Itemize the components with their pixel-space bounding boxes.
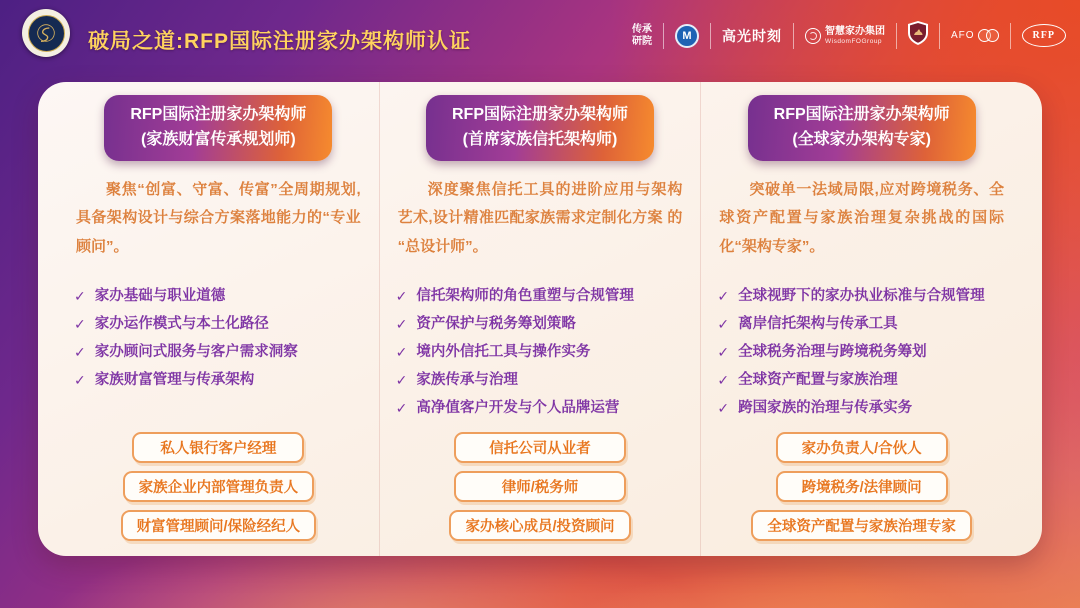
list-item (396, 282, 685, 310)
check-icon: ✓ (717, 288, 730, 305)
certification-badge (426, 95, 654, 161)
logo-divider (1010, 23, 1011, 49)
content-panel (38, 82, 1042, 556)
list-item-label: 离岸信托架构与传承工具 (738, 316, 898, 333)
list-item (74, 366, 363, 394)
audience-tag: 财富管理顾问/保险经纪人 (121, 510, 317, 541)
check-icon: ✓ (717, 400, 730, 417)
logo-text: AFO (950, 30, 975, 41)
audience-tag: 律师/税务师 (454, 471, 626, 502)
linked-rings-icon (978, 29, 999, 42)
m-badge-logo: M (675, 24, 699, 48)
list-item-label: 全球视野下的家办执业标准与合规管理 (738, 288, 985, 305)
list-item (396, 338, 685, 366)
list-item (396, 310, 685, 338)
chuancheng-academy-logo (632, 24, 652, 48)
audience-tag: 家族企业内部管理负责人 (123, 471, 315, 502)
logo-text: 研院 (631, 35, 652, 47)
logo-divider (710, 23, 711, 49)
list-item (74, 282, 363, 310)
check-icon: ✓ (74, 344, 86, 361)
check-icon: ✓ (74, 316, 86, 333)
certification-column-wealth-planner (58, 82, 379, 556)
logo-text: 智慧家办集团 (824, 26, 885, 38)
list-item-label: 跨国家族的治理与传承实务 (738, 400, 913, 417)
audience-tag-group (717, 432, 1006, 541)
rfp-oval-logo: RFP (1022, 24, 1066, 47)
audience-tag: 私人银行客户经理 (132, 432, 304, 463)
list-item (717, 338, 1006, 366)
audience-tag: 全球资产配置与家族治理专家 (751, 510, 972, 541)
check-icon: ✓ (717, 344, 730, 361)
badge-subtitle: (首席家族信托架构师) (462, 130, 618, 148)
audience-tag: 家办负责人/合伙人 (776, 432, 948, 463)
list-item (717, 282, 1006, 310)
curriculum-list (74, 282, 363, 394)
audience-tag: 信托公司从业者 (454, 432, 626, 463)
afo-logo (951, 29, 999, 42)
list-item-label: 高净值客户开发与个人品牌运营 (416, 400, 620, 417)
check-icon: ✓ (717, 372, 730, 389)
certification-column-trust-architect (379, 82, 701, 556)
column-description: 聚焦“创富、守富、传富”全周期规划,具备架构设计与综合方案落地能力的“专业顾问”。 (76, 180, 361, 255)
curriculum-list (717, 282, 1006, 422)
logo-divider (663, 23, 664, 49)
camel-shield-logo (908, 21, 928, 50)
list-item (74, 338, 363, 366)
certification-badge (104, 95, 332, 161)
seal-emblem-icon (28, 15, 65, 52)
list-item-label: 家族财富管理与传承架构 (94, 372, 255, 389)
check-icon: ✓ (74, 372, 86, 389)
partner-logo-strip (632, 21, 1066, 50)
badge-subtitle: (家族财富传承规划师) (140, 130, 296, 148)
check-icon: ✓ (717, 316, 730, 333)
list-item (717, 394, 1006, 422)
camel-shield-icon (908, 21, 928, 45)
gaoguang-moment-logo: 高光时刻 (721, 29, 782, 45)
audience-tag-group (74, 432, 363, 541)
check-icon: ✓ (74, 288, 86, 305)
list-item (717, 310, 1006, 338)
list-item-label: 家办顾问式服务与客户需求洞察 (94, 344, 298, 361)
check-icon: ✓ (395, 400, 408, 417)
list-item (717, 366, 1006, 394)
logo-text: 传承 (631, 23, 652, 35)
audience-tag-group (396, 432, 685, 541)
list-item-label: 家办运作模式与本土化路径 (94, 316, 269, 333)
certification-column-global-expert (700, 82, 1022, 556)
list-item-label: 全球资产配置与家族治理 (738, 372, 898, 389)
audience-tag: 跨境税务/法律顾问 (776, 471, 948, 502)
certification-badge (748, 95, 976, 161)
check-icon: ✓ (395, 372, 408, 389)
wisdom-fo-group-logo (805, 26, 885, 45)
institute-seal-logo (22, 9, 70, 57)
logo-divider (793, 23, 794, 49)
logo-text-block (825, 26, 885, 45)
list-item (74, 310, 363, 338)
list-item-label: 家族传承与治理 (416, 372, 518, 389)
column-description: 深度聚焦信托工具的进阶应用与架构艺术,设计精准匹配家族需求定制化方案 的 “总设计师”。 (397, 180, 683, 255)
audience-tag: 家办核心成员/投资顾问 (449, 510, 630, 541)
list-item-label: 信托架构师的角色重塑与合规管理 (416, 288, 634, 305)
badge-title: RFP国际注册家办架构师 (773, 106, 950, 123)
list-item (396, 366, 685, 394)
logo-divider (896, 23, 897, 49)
check-icon: ✓ (395, 316, 408, 333)
ring-icon (986, 29, 999, 42)
list-item-label: 资产保护与税务筹划策略 (416, 316, 576, 333)
badge-title: RFP国际注册家办架构师 (451, 106, 628, 123)
check-icon: ✓ (395, 344, 408, 361)
list-item-label: 家办基础与职业道德 (94, 288, 226, 305)
check-icon: ✓ (395, 288, 408, 305)
badge-subtitle: (全球家办架构专家) (792, 130, 931, 148)
list-item-label: 全球税务治理与跨境税务筹划 (738, 344, 927, 361)
logo-divider (939, 23, 940, 49)
logo-subtext: WisdomFOGroup (824, 37, 883, 45)
badge-title: RFP国际注册家办架构师 (130, 106, 307, 123)
swirl-icon (805, 28, 821, 44)
list-item-label: 境内外信托工具与操作实务 (416, 344, 591, 361)
list-item (396, 394, 685, 422)
seal-script-icon (36, 23, 56, 43)
curriculum-list (396, 282, 685, 422)
column-description: 突破单一法域局限,应对跨境税务、全球资产配置与家族治理复杂挑战的国际化“架构专家”。 (719, 180, 1005, 255)
page-title: 破局之道:RFP国际注册家办架构师认证 (88, 30, 471, 53)
